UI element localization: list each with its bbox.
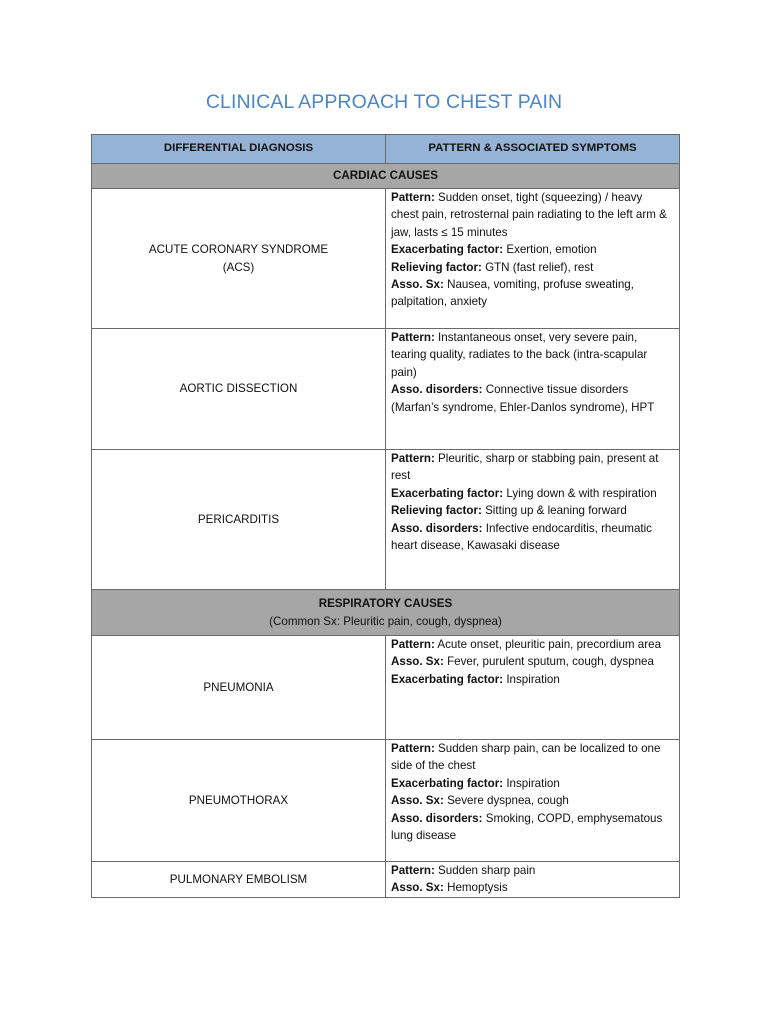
- diagnosis-name: PULMONARY EMBOLISM: [169, 872, 308, 886]
- line-label: Pattern:: [391, 742, 435, 755]
- line-label: Pattern:: [391, 191, 435, 204]
- line-label: Asso. disorders:: [391, 811, 483, 825]
- asso-sx-line: [391, 653, 673, 670]
- line-text: Fever, purulent sputum, cough, dyspnea: [443, 655, 654, 669]
- line-text: Sudden sharp pain: [434, 864, 536, 877]
- line-label: Relieving factor:: [391, 504, 482, 518]
- line-label: Pattern:: [391, 864, 435, 877]
- section-heading-cell: [92, 164, 680, 189]
- table-header-row: [92, 135, 680, 164]
- section-subheading: (Common Sx: Pleuritic pain, cough, dyspnea): [269, 614, 502, 628]
- section-heading-cell: [92, 590, 680, 636]
- pattern-line: [391, 450, 673, 485]
- asso-sx-line: [391, 879, 673, 896]
- section-row-respiratory: [92, 590, 680, 636]
- exacerbating-line: [391, 485, 673, 502]
- section-row-cardiac: [92, 164, 680, 189]
- line-label: Pattern:: [391, 452, 435, 465]
- pattern-cell: [386, 740, 680, 862]
- table-row: [92, 740, 680, 862]
- chest-pain-table: [91, 134, 680, 898]
- pattern-line: [391, 636, 673, 653]
- exacerbating-line: [391, 671, 673, 688]
- line-text: Exertion, emotion: [503, 243, 597, 257]
- relieving-line: [391, 502, 673, 519]
- line-label: Asso. Sx:: [391, 881, 444, 895]
- line-label: Asso. disorders:: [391, 521, 483, 535]
- diagnosis-name: PNEUMOTHORAX: [188, 793, 289, 807]
- line-label: Asso. Sx:: [391, 655, 444, 669]
- line-text: Inspiration: [503, 672, 560, 686]
- line-text: Sudden sharp pain, can be localized to one side of the chest: [391, 742, 661, 773]
- line-label: Pattern:: [391, 638, 435, 651]
- line-text: Pleuritic, sharp or stabbing pain, present at rest: [391, 452, 659, 483]
- line-text: Infective endocarditis, rheumatic heart disease, Kawasaki disease: [391, 521, 652, 553]
- diagnosis-name: PERICARDITIS: [197, 512, 280, 526]
- diagnosis-name: ACUTE CORONARY SYNDROME: [148, 243, 329, 257]
- line-label: Asso. Sx:: [391, 278, 444, 292]
- asso-sx-line: [391, 276, 673, 311]
- line-text: Sudden onset, tight (squeezing) / heavy chest pain, retrosternal pain radiating to the left arm & jaw, lasts ≤ 15 minutes: [391, 191, 667, 239]
- line-text: Instantaneous onset, very severe pain, tearing quality, radiates to the back (intra-scapular pain): [391, 331, 648, 379]
- pattern-cell: [386, 862, 680, 898]
- line-label: Exacerbating factor:: [391, 672, 504, 686]
- column-header-diagnosis: DIFFERENTIAL DIAGNOSIS: [92, 135, 386, 164]
- line-text: Smoking, COPD, emphysematous lung disease: [391, 811, 663, 843]
- diagnosis-name: AORTIC DISSECTION: [179, 382, 298, 396]
- table-row: [92, 329, 680, 450]
- table-row: [92, 189, 680, 329]
- pattern-cell: [386, 329, 680, 450]
- asso-disorders-line: [391, 520, 673, 555]
- pattern-line: [391, 189, 673, 241]
- pattern-line: [391, 862, 673, 879]
- diagnosis-cell: [92, 740, 386, 862]
- column-header-pattern: PATTERN & ASSOCIATED SYMPTOMS: [386, 135, 680, 164]
- line-label: Exacerbating factor:: [391, 243, 504, 257]
- diagnosis-cell: [92, 636, 386, 740]
- pattern-cell: [386, 450, 680, 590]
- asso-disorders-line: [391, 810, 673, 845]
- diagnosis-cell: [92, 189, 386, 329]
- line-text: GTN (fast relief), rest: [481, 260, 594, 274]
- line-label: Exacerbating factor:: [391, 776, 504, 790]
- line-text: Acute onset, pleuritic pain, precordium area: [434, 638, 662, 651]
- line-text: Severe dyspnea, cough: [443, 794, 569, 808]
- page-title: CLINICAL APPROACH TO CHEST PAIN: [205, 91, 563, 113]
- pattern-line: [391, 329, 673, 381]
- diagnosis-cell: [92, 450, 386, 590]
- exacerbating-line: [391, 775, 673, 792]
- line-text: Sitting up & leaning forward: [481, 504, 627, 518]
- section-heading: RESPIRATORY CAUSES: [318, 597, 453, 611]
- diagnosis-cell: [92, 862, 386, 898]
- table-row: [92, 862, 680, 898]
- table-row: [92, 636, 680, 740]
- line-label: Asso. Sx:: [391, 794, 444, 808]
- pattern-line: [391, 740, 673, 775]
- asso-disorders-line: [391, 381, 673, 416]
- line-label: Relieving factor:: [391, 260, 482, 274]
- pattern-cell: [386, 189, 680, 329]
- line-text: Inspiration: [503, 776, 560, 790]
- line-text: Lying down & with respiration: [503, 486, 657, 500]
- table-row: [92, 450, 680, 590]
- exacerbating-line: [391, 241, 673, 258]
- line-text: Connective tissue disorders (Marfan’s syndrome, Ehler-Danlos syndrome), HPT: [391, 383, 655, 414]
- relieving-line: [391, 259, 673, 276]
- line-text: Hemoptysis: [443, 881, 508, 895]
- line-label: Asso. disorders:: [391, 383, 483, 397]
- pattern-cell: [386, 636, 680, 740]
- diagnosis-abbrev: (ACS): [222, 260, 255, 274]
- line-label: Exacerbating factor:: [391, 486, 504, 500]
- diagnosis-name: PNEUMONIA: [203, 680, 274, 694]
- diagnosis-cell: [92, 329, 386, 450]
- section-heading: CARDIAC CAUSES: [333, 169, 438, 183]
- asso-sx-line: [391, 792, 673, 809]
- line-label: Pattern:: [391, 331, 435, 344]
- line-text: Nausea, vomiting, profuse sweating, palpitation, anxiety: [391, 278, 634, 309]
